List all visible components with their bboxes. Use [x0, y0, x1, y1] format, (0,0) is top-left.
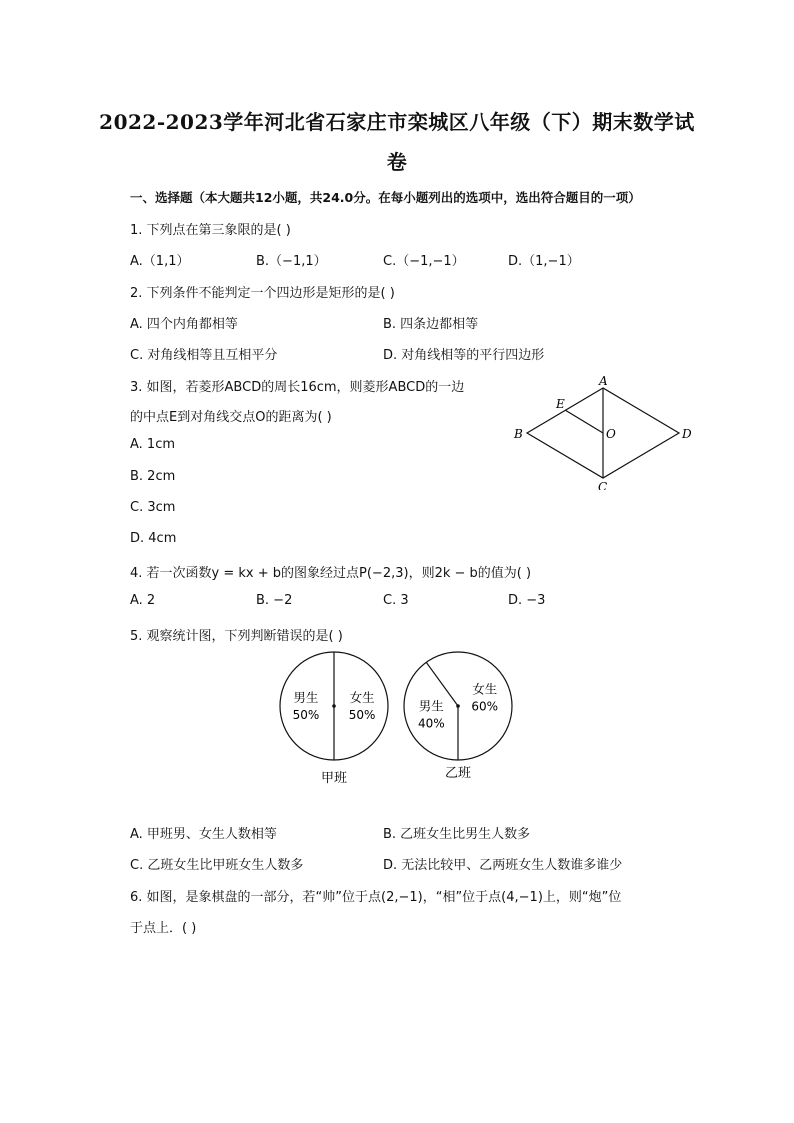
question-3-stem-line-2: 的中点E到对角线交点O的距离为( ) [130, 410, 332, 425]
label-e: E [556, 397, 565, 411]
question-4-option-a: A. 2 [130, 593, 156, 608]
question-5-option-b: B. 乙班女生比男生人数多 [383, 827, 531, 842]
question-6-stem-line-1: 6. 如图，是象棋盘的一部分，若“帅”位于点(2,−1)，“相”位于点(4,−1)上，则“炮”位 [130, 890, 622, 905]
question-4-option-d: D. −3 [508, 593, 546, 608]
segment-eo [565, 410, 603, 433]
question-3-option-c: C. 3cm [130, 500, 176, 515]
page-title-line-2: 卷 [386, 150, 408, 174]
question-3-option-b: B. 2cm [130, 469, 176, 484]
slice-label: 男生 [293, 690, 319, 705]
slice-value-label: 40% [417, 716, 445, 731]
label-c: C [598, 480, 608, 490]
label-d: D [682, 427, 692, 441]
question-5-stem: 5. 观察统计图，下列判断错误的是( ) [130, 629, 343, 644]
page-title-line-1: 2022-2023学年河北省石家庄市栾城区八年级（下）期末数学试 [99, 110, 695, 134]
question-5-option-a: A. 甲班男、女生人数相等 [130, 827, 277, 842]
slice-value-label: 60% [471, 699, 499, 714]
pie-charts-figure [270, 640, 520, 790]
slice-label: 女生 [472, 681, 498, 697]
label-a: A [599, 374, 608, 388]
pie-chart-class-yi [404, 652, 512, 781]
question-2-option-b: B. 四条边都相等 [383, 317, 479, 332]
label-o: O [606, 427, 616, 441]
pie-chart-class-jia [280, 652, 388, 786]
pie-center-dot [456, 704, 460, 708]
question-2-option-d: D. 对角线相等的平行四边形 [383, 348, 545, 363]
question-6-stem-line-2: 于点上．( ) [130, 921, 197, 936]
question-4-stem: 4. 若一次函数y = kx + b的图象经过点P(−2,3)，则2k − b的值为( ) [130, 566, 532, 581]
slice-value-label: 50% [348, 708, 376, 722]
pie-title: 甲班 [320, 771, 348, 786]
question-3-option-a: A. 1cm [130, 437, 176, 452]
question-1-option-b: B.（−1,1） [256, 254, 327, 269]
pie-title: 乙班 [444, 766, 472, 781]
section-heading: 一、选择题（本大题共12小题，共24.0分。在每小题列出的选项中，选出符合题目的一项） [130, 190, 641, 205]
question-5-option-d: D. 无法比较甲、乙两班女生人数谁多谁少 [383, 858, 623, 873]
question-2-option-a: A. 四个内角都相等 [130, 317, 238, 332]
question-1-option-a: A.（1,1） [130, 254, 190, 269]
question-1-option-d: D.（1,−1） [508, 254, 580, 269]
slice-value-label: 50% [292, 708, 320, 722]
question-5-option-c: C. 乙班女生比甲班女生人数多 [130, 858, 304, 873]
slice-label: 男生 [418, 698, 444, 714]
label-b: B [514, 427, 523, 441]
question-4-option-c: C. 3 [383, 593, 409, 608]
rhombus-figure [505, 370, 705, 490]
question-3-option-d: D. 4cm [130, 531, 177, 546]
question-2-stem: 2. 下列条件不能判定一个四边形是矩形的是( ) [130, 286, 395, 301]
question-1-stem: 1. 下列点在第三象限的是( ) [130, 223, 291, 238]
slice-label: 女生 [349, 690, 375, 705]
pie-center-dot [332, 704, 336, 708]
question-1-option-c: C.（−1,−1） [383, 254, 465, 269]
question-2-option-c: C. 对角线相等且互相平分 [130, 348, 278, 363]
question-3-stem-line-1: 3. 如图，若菱形ABCD的周长16cm，则菱形ABCD的一边 [130, 380, 465, 395]
question-4-option-b: B. −2 [256, 593, 293, 608]
